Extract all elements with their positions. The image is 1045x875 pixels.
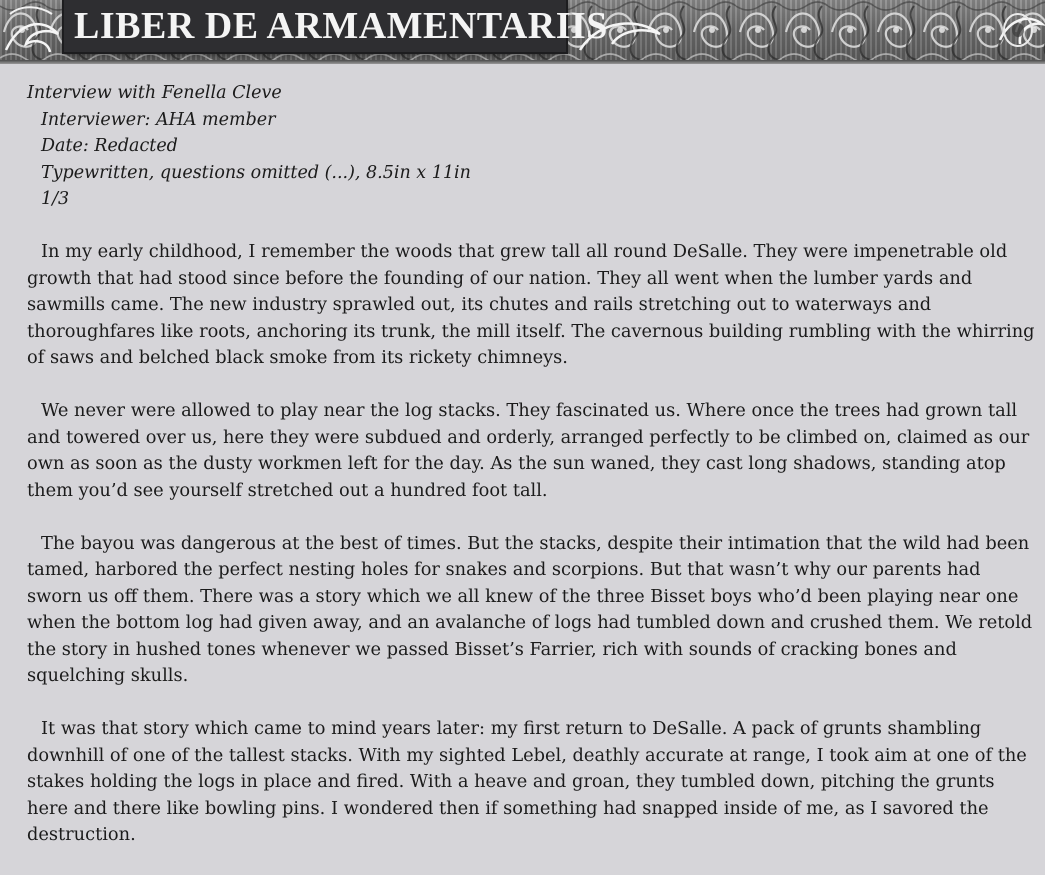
date-line: Date: Redacted [41, 136, 178, 157]
document-body [27, 239, 1035, 875]
banner-divider [0, 60, 1045, 64]
page-number: 1/3 [41, 189, 70, 210]
page-title: LIBER DE ARMAMENTARIIS [74, 5, 608, 47]
paragraph: In my early childhood, I remember the woods that grew tall all round DeSalle. They were impenetrable old growth that had stood since before the founding of our nation. They all went when the lumber yards and sawmills came. The new industry sprawled out, its chutes and rails stretching out to waterways and thoroughfares like roots, anchoring its trunk, the mill itself. The cavernous building rumbling with the whirring of saws and belched black smoke from its rickety chimneys. [27, 241, 1035, 368]
header-banner [0, 0, 1045, 64]
interviewer-line: Interviewer: AHA member [41, 109, 276, 130]
paragraph: The bayou was dangerous at the best of times. But the stacks, despite their intimation that the wild had been tamed, harbored the perfect nesting holes for snakes and scorpions. But that wasn’t why our parents had sworn us off them. There was a story which we all knew of the three Bisset boys who’d been playing near one when the bottom log had given away, and an avalanche of logs had tumbled down and crushed them. We retold the story in hushed tones whenever we passed Bisset’s Farrier, rich with sounds of cracking bones and squelching skulls. [27, 532, 1033, 686]
paragraph: We never were allowed to play near the log stacks. They fascinated us. Where once the trees had grown tall and towered over us, here they were subdued and orderly, arranged perfectly to be climbed on, claimed as our own as soon as the dusty workmen left for the day. As the sun waned, they cast long shadows, standing atop them you’d see yourself stretched out a hundred foot tall. [27, 400, 1030, 501]
interview-heading: Interview with Fenella Cleve [27, 83, 282, 103]
paragraph: It was that story which came to mind years later: my first return to DeSalle. A pack of grunts shambling downhill of one of the tallest stacks. With my sighted Lebel, deathly accurate at range, I took aim at one of the stakes holding the logs in place and fired. With a heave and groan, they tumbled down, pitching the grunts here and there like bowling pins. I wondered then if something had snapped inside of me, as I savored the destruction. [27, 718, 1027, 845]
document-meta [27, 80, 471, 213]
format-line: Typewritten, questions omitted (...), 8.5in x 11in [41, 162, 471, 183]
